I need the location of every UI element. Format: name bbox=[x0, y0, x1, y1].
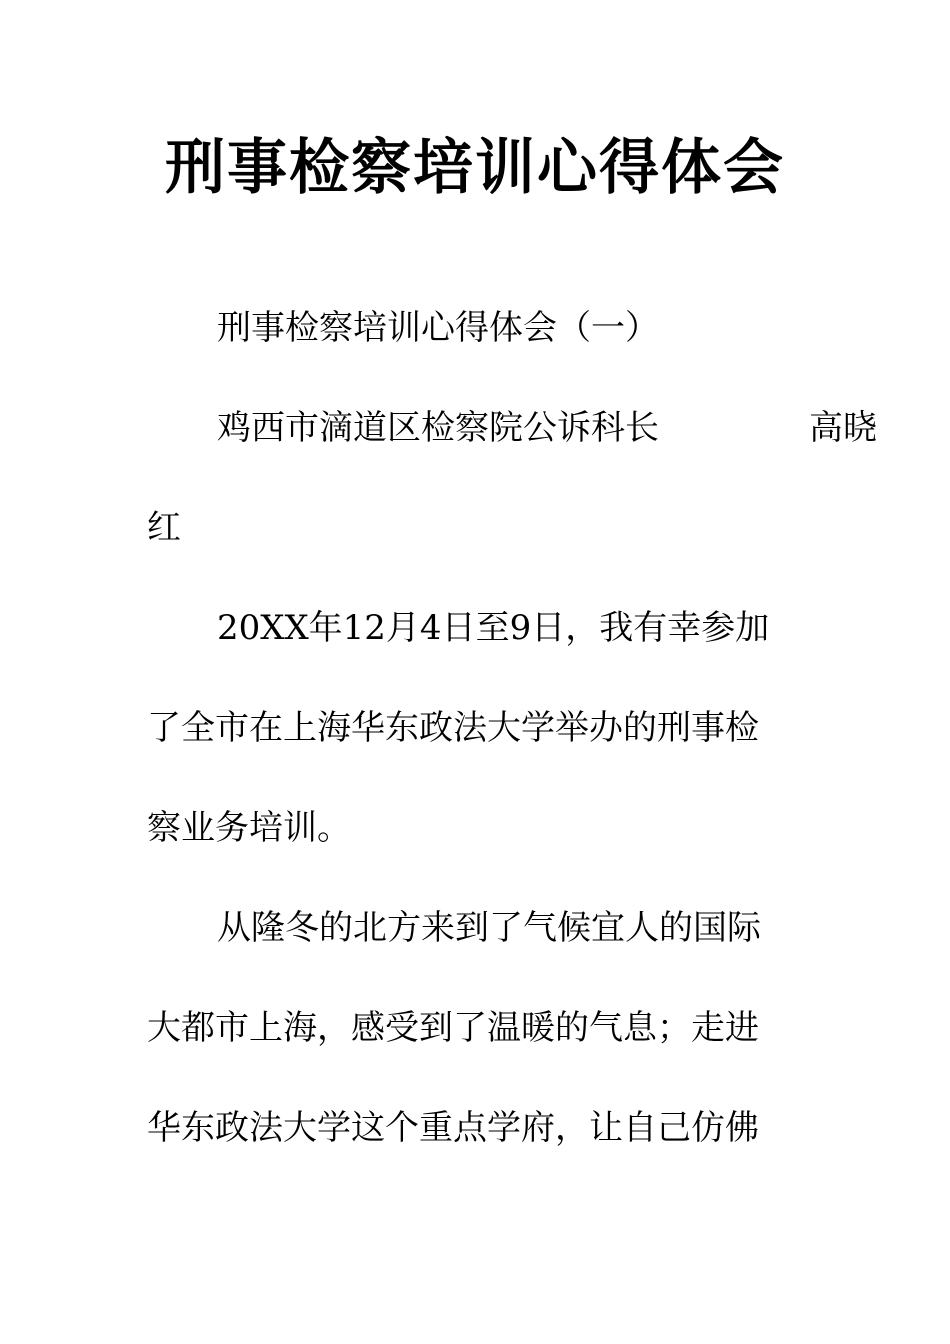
subtitle: 刑事检察培训心得体会（一） bbox=[217, 308, 659, 348]
author-name-end: 红 bbox=[147, 508, 181, 548]
paragraph-1-line-3: 察业务培训。 bbox=[147, 808, 351, 848]
paragraph-1-line-1: 20XX年12月4日至9日，我有幸参加 bbox=[217, 608, 770, 648]
document-title: 刑事检察培训心得体会 bbox=[165, 133, 785, 203]
paragraph-1-line-2: 了全市在上海华东政法大学举办的刑事检 bbox=[147, 708, 759, 748]
author-line bbox=[147, 403, 877, 453]
paragraph-2-line-1: 从隆冬的北方来到了气候宜人的国际 bbox=[217, 908, 761, 948]
paragraph-2-line-3: 华东政法大学这个重点学府，让自己仿佛 bbox=[147, 1108, 759, 1148]
paragraph-2-line-2: 大都市上海，感受到了温暖的气息；走进 bbox=[147, 1008, 759, 1048]
author-name-start: 高晓 bbox=[809, 408, 877, 448]
author-affiliation: 鸡西市滴道区检察院公诉科长 bbox=[217, 408, 659, 448]
